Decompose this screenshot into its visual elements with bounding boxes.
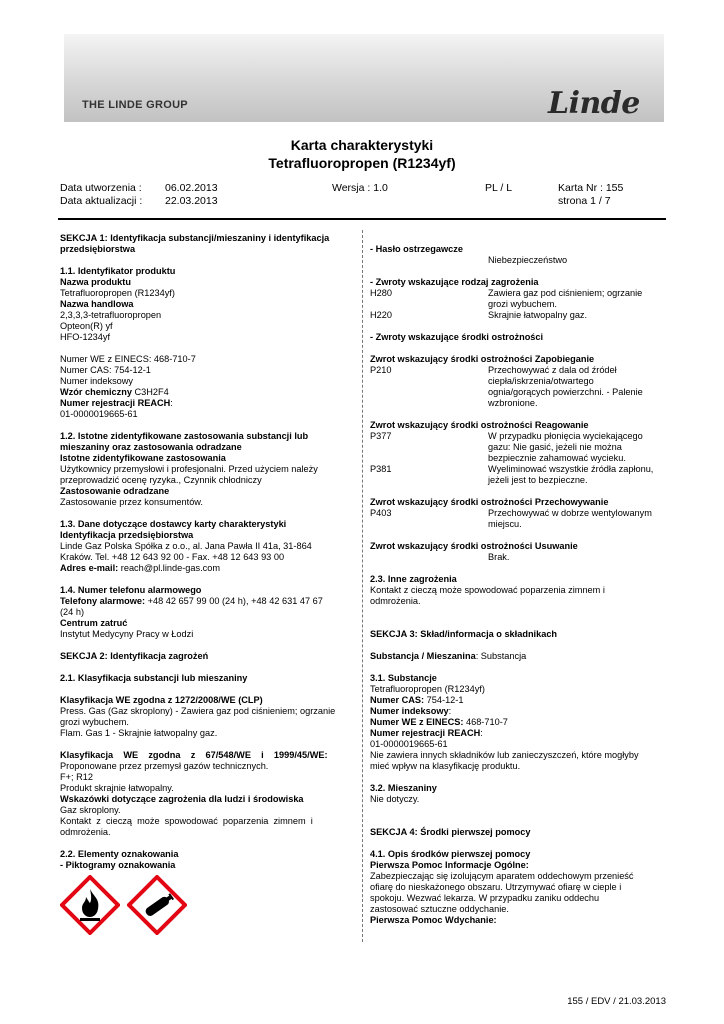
s31-reach-line — [370, 728, 666, 739]
email-value: reach@pl.linde-gas.com — [118, 563, 220, 573]
use-line-2: przeprowadzić ocenę ryzyka., Czynnik chłodniczy — [60, 475, 262, 485]
p381-row — [370, 464, 666, 486]
product-name: Tetrafluoropropen (R1234yf) — [60, 288, 175, 298]
dsd-line-1: Proponowane przez przemysł gazów technicznych. — [60, 761, 269, 771]
p377-code: P377 — [370, 431, 392, 441]
h280-row — [370, 288, 666, 310]
s12-heading: 1.2. Istotne zidentyfikowane zastosowania substancji lub — [60, 431, 309, 441]
s41-heading: 4.1. Opis środków pierwszej pomocy — [370, 849, 531, 859]
advised-against-label: Zastosowanie odradzane — [60, 486, 170, 496]
p377-text-2: gazu: Nie gasić, jeżeli nie można — [488, 442, 622, 452]
supplier-line-1: Linde Gaz Polska Spółka z o.o., al. Jana Pawła II 41a, 31-864 — [60, 541, 312, 551]
s12-heading-2: mieszaniny oraz zastosowania odradzane — [60, 442, 242, 452]
section4-title: SEKCJA 4: Środki pierwszej pomocy — [370, 827, 531, 837]
storage-label: Zwrot wskazujący środki ostrożności Przechowywanie — [370, 497, 609, 507]
updated-value: 22.03.2013 — [165, 195, 218, 207]
formula-line — [60, 387, 354, 398]
substance-mixture-value: : Substancja — [475, 651, 527, 661]
s31-heading: 3.1. Substancje — [370, 673, 437, 683]
inhalation-label: Pierwsza Pomoc Wdychanie: — [370, 915, 497, 925]
card-number: Karta Nr : 155 — [558, 182, 624, 194]
clp-line-3: Flam. Gas 1 - Skrajnie łatwopalny gaz. — [60, 728, 218, 738]
p403-text-2: miejscu. — [488, 519, 522, 529]
general-info-1: Zabezpieczając się izolującym aparatem oddechowym przenieść — [370, 871, 634, 881]
h220-code: H220 — [370, 310, 392, 320]
p210-code: P210 — [370, 365, 392, 375]
disposal-value: Brak. — [488, 552, 510, 562]
general-info-2: ofiarę do nieskażonego obszaru. Utrzymywać ofiarę w cieple i — [370, 882, 622, 892]
section3-title: SEKCJA 3: Skład/informacja o składnikach — [370, 629, 558, 639]
clp-line-1: Press. Gas (Gaz skroplony) - Zawiera gaz pod ciśnieniem; ogrzanie — [60, 706, 336, 716]
index-number: Numer indeksowy — [60, 376, 134, 386]
phone-label: Telefony alarmowe: — [60, 596, 146, 606]
s11-heading: 1.1. Identyfikator produktu — [60, 266, 176, 276]
column-divider — [362, 230, 363, 942]
general-info-4: zastosować sztuczne oddychanie. — [370, 904, 509, 914]
footer-ref: 155 / EDV / 21.03.2013 — [567, 996, 666, 1007]
flame-pictogram-icon — [60, 875, 120, 935]
s31-ec-value: 468-710-7 — [463, 717, 508, 727]
header-rule — [58, 218, 666, 220]
warning-line-3: odmrożenia. — [60, 827, 111, 837]
left-column — [60, 233, 354, 938]
dsd-line-3: Produkt skrajnie łatwopalny. — [60, 783, 174, 793]
s32-heading: 3.2. Mieszaniny — [370, 783, 437, 793]
hazard-statements-label: - Zwroty wskazujące rodzaj zagrożenia — [370, 277, 539, 287]
substance-mixture-label: Substancja / Mieszanina — [370, 651, 476, 661]
pictogram-label: - Piktogramy oznakowania — [60, 860, 176, 870]
supplier-label: Identyfikacja przedsiębiorstwa — [60, 530, 194, 540]
s14-heading: 1.4. Numer telefonu alarmowego — [60, 585, 202, 595]
p381-code: P381 — [370, 464, 392, 474]
warning-line-2: Kontakt z cieczą może spowodować poparzenia zimnem i — [60, 816, 313, 826]
p210-text-3: ognia/gorących powierzchni. - Palenie — [488, 387, 643, 397]
cas-number: Numer CAS: 754-12-1 — [60, 365, 151, 375]
warning-label: Wskazówki dotyczące zagrożenia dla ludzi i środowiska — [60, 794, 304, 804]
section2-title: SEKCJA 2: Identyfikacja zagrożeń — [60, 651, 209, 661]
email-label: Adres e-mail: — [60, 563, 119, 573]
doc-title: Karta charakterystyki — [290, 137, 434, 153]
phone-line — [60, 596, 354, 607]
updated-label: Data aktualizacji : — [60, 195, 143, 207]
p381-text-1: Wyeliminować wszystkie źródła zapłonu, — [488, 464, 654, 474]
created-value: 06.02.2013 — [165, 182, 218, 194]
product-name-label: Nazwa produktu — [60, 277, 131, 287]
p377-text-1: W przypadku płonięcia wyciekającego — [488, 431, 643, 441]
created-label: Data utworzenia : — [60, 182, 142, 194]
h220-row — [370, 310, 666, 321]
s31-index-label: Numer indeksowy — [370, 706, 449, 716]
general-info-label: Pierwsza Pomoc Informacje Ogólne: — [370, 860, 529, 870]
s23-heading: 2.3. Inne zagrożenia — [370, 574, 457, 584]
dsd-line-2: F+; R12 — [60, 772, 93, 782]
supplier-line-2: Kraków. Tel. +48 12 643 92 00 - Fax. +48 12 643 93 00 — [60, 552, 285, 562]
language: PL / L — [485, 182, 513, 194]
s13-heading: 1.3. Dane dotyczące dostawcy karty charakterystyki — [60, 519, 287, 529]
response-label: Zwrot wskazujący środki ostrożności Reagowanie — [370, 420, 589, 430]
s31-reach-number: 01-0000019665-61 — [370, 739, 448, 749]
ec-number: Numer WE z EINECS: 468-710-7 — [60, 354, 196, 364]
disposal-label: Zwrot wskazujący środki ostrożności Usuwanie — [370, 541, 578, 551]
p403-code: P403 — [370, 508, 392, 518]
other-hazards-2: odmrożenia. — [370, 596, 421, 606]
centrum-label: Centrum zatruć — [60, 618, 128, 628]
s12-uses-label: Istotne zidentyfikowane zastosowania — [60, 453, 226, 463]
p377-text-3: bezpiecznie zahamować wycieku. — [488, 453, 626, 463]
advised-against: Zastosowanie przez konsumentów. — [60, 497, 203, 507]
section1-title-cont: przedsiębiorstwa — [60, 244, 136, 254]
warning-line-1: Gaz skroplony. — [60, 805, 121, 815]
impurities-2: mieć wpływ na klasyfikację produktu. — [370, 761, 521, 771]
clp-label: Klasyfikacja WE zgodna z 1272/2008/WE (CLP) — [60, 695, 263, 705]
s22-heading: 2.2. Elementy oznakowania — [60, 849, 179, 859]
other-hazards-1: Kontakt z cieczą może spowodować poparzenia zimnem i — [370, 585, 605, 595]
h280-code: H280 — [370, 288, 392, 298]
precautionary-label: - Zwroty wskazujące środki ostrożności — [370, 332, 544, 342]
reach-colon: : — [170, 398, 173, 408]
s31-cas-value: 754-12-1 — [424, 695, 464, 705]
signal-word-label: - Hasło ostrzegawcze — [370, 244, 463, 254]
formula-value: C3H2F4 — [131, 387, 169, 397]
s31-ec-line — [370, 717, 666, 728]
page-number: strona 1 / 7 — [558, 195, 611, 207]
s31-cas-label: Numer CAS: — [370, 695, 425, 705]
section1-title: SEKCJA 1: Identyfikacja substancji/mieszaniny i identyfikacja — [60, 233, 330, 243]
trade-name-3: HFO-1234yf — [60, 332, 111, 342]
s31-cas-line — [370, 695, 666, 706]
centrum-value: Instytut Medycyny Pracy w Łodzi — [60, 629, 194, 639]
version: Wersja : 1.0 — [332, 182, 388, 194]
s31-index-colon: : — [448, 706, 452, 716]
s31-name: Tetrafluoropropen (R1234yf) — [370, 684, 485, 694]
p210-text-1: Przechowywać z dala od źródeł — [488, 365, 617, 375]
p403-row — [370, 508, 666, 530]
s31-reach-colon: : — [480, 728, 483, 738]
s31-index-line — [370, 706, 666, 717]
general-info-3: spokoju. Wezwać lekarza. W przypadku zaniku oddechu — [370, 893, 600, 903]
p210-text-4: wzbronione. — [488, 398, 538, 408]
dsd-label: Klasyfikacja WE zgodna z 67/548/WE i 1999/45/WE: — [60, 750, 328, 760]
h220-text: Skrajnie łatwopalny gaz. — [488, 310, 588, 320]
s32-value: Nie dotyczy. — [370, 794, 420, 804]
email-line — [60, 563, 354, 574]
reach-label: Numer rejestracji REACH — [60, 398, 171, 408]
p210-text-2: ciepła/iskrzenia/otwartego — [488, 376, 594, 386]
s31-ec-label: Numer WE z EINECS: — [370, 717, 464, 727]
signal-word: Niebezpieczeństwo — [488, 255, 568, 265]
s21-heading: 2.1. Klasyfikacja substancji lub mieszaniny — [60, 673, 248, 683]
p377-row — [370, 431, 666, 464]
p403-text-1: Przechowywać w dobrze wentylowanym — [488, 508, 652, 518]
impurities-1: Nie zawiera innych składników lub zanieczyszczeń, które mogłyby — [370, 750, 639, 760]
meta-card — [558, 182, 623, 208]
prevention-label: Zwrot wskazujący środki ostrożności Zapobieganie — [370, 354, 595, 364]
formula-label: Wzór chemiczny — [60, 387, 132, 397]
p210-row — [370, 365, 666, 409]
use-line-1: Użytkownicy przemysłowi i profesjonalni. Przed użyciem należy — [60, 464, 318, 474]
phone-line-2: (24 h) — [60, 607, 85, 617]
h280-text-1: Zawiera gaz pod ciśnieniem; ogrzanie — [488, 288, 643, 298]
phone-value: +48 42 657 99 00 (24 h), +48 42 631 47 67 — [145, 596, 323, 606]
right-column — [370, 244, 666, 926]
doc-subtitle: Tetrafluoropropen (R1234yf) — [268, 155, 456, 171]
trade-name-2: Opteon(R) yf — [60, 321, 113, 331]
meta-dates — [165, 182, 218, 208]
brand-name: THE LINDE GROUP — [82, 99, 188, 111]
linde-logo: Linde — [548, 86, 640, 121]
clp-line-2: grozi wybuchem. — [60, 717, 129, 727]
trade-name-1: 2,3,3,3-tetrafluoropropen — [60, 310, 162, 320]
gas-cylinder-pictogram-icon — [127, 875, 187, 935]
reach-line — [60, 398, 354, 409]
meta-labels — [60, 182, 142, 208]
trade-name-label: Nazwa handlowa — [60, 299, 134, 309]
s31-reach-label: Numer rejestracji REACH — [370, 728, 481, 738]
reach-number: 01-0000019665-61 — [60, 409, 138, 419]
substance-mixture-line — [370, 651, 666, 662]
h280-text-2: grozi wybuchem. — [488, 299, 557, 309]
p381-text-2: jeżeli jest to bezpieczne. — [488, 475, 588, 485]
